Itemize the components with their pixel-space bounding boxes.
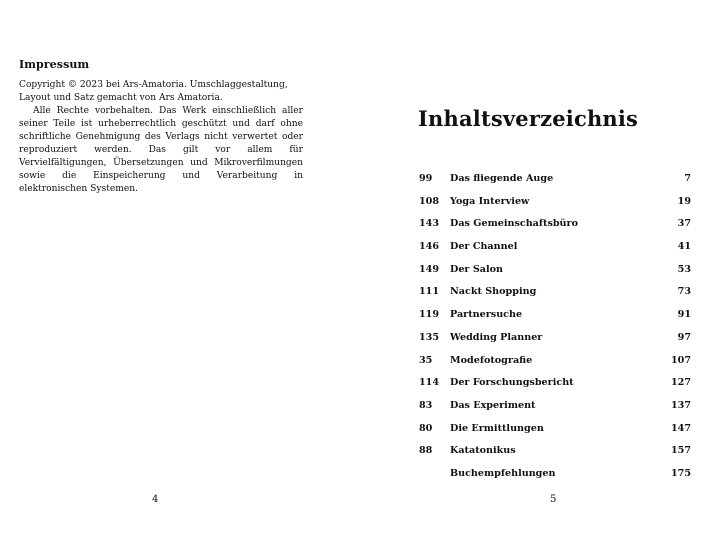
toc-entry-title: Buchempfehlungen [450, 467, 556, 479]
toc-entry-page: 147 [670, 422, 691, 434]
toc-entry-number: 80 [419, 422, 433, 434]
toc-entry[interactable] [419, 240, 691, 263]
toc-entry[interactable] [419, 308, 691, 331]
toc-entry-page: 19 [677, 195, 691, 207]
toc-entry-page: 157 [670, 445, 691, 457]
toc-entry-title: Das Gemeinschaftsbüro [450, 218, 578, 230]
page-number-left: 4 [152, 494, 159, 505]
toc-entry-number: 88 [419, 445, 433, 457]
copyright-line: Copyright © 2023 bei Ars-Amatoria. Umschlaggestaltung, Layout und Satz gemacht von Ars Amatoria. [19, 80, 288, 103]
toc-entry-title: Yoga Interview [450, 195, 530, 207]
toc-entry-page: 37 [677, 218, 691, 230]
toc-entry-page: 107 [670, 354, 691, 366]
right-page [360, 0, 720, 540]
toc-entry-number: 119 [419, 309, 440, 321]
toc-entry-number: 149 [419, 263, 440, 275]
toc-entry-page: 175 [670, 467, 691, 479]
toc-entry[interactable] [419, 467, 691, 490]
toc-entry-number: 83 [419, 399, 433, 411]
toc-entry-page: 41 [677, 241, 691, 253]
toc-entry[interactable] [419, 444, 691, 467]
toc-entry[interactable] [419, 285, 691, 308]
toc-heading: Inhaltsverzeichnis [418, 106, 639, 131]
impressum-text [19, 79, 303, 196]
toc-entry-page: 53 [677, 263, 691, 275]
table-of-contents [419, 172, 691, 490]
toc-entry-title: Katatonikus [450, 445, 516, 457]
impressum-heading: Impressum [19, 58, 90, 71]
toc-entry[interactable] [419, 399, 691, 422]
toc-entry[interactable] [419, 195, 691, 218]
toc-entry[interactable] [419, 217, 691, 240]
toc-entry-title: Das fliegende Auge [450, 173, 554, 184]
toc-entry[interactable] [419, 376, 691, 399]
toc-entry-number: 114 [419, 377, 440, 389]
toc-entry-page: 137 [670, 399, 691, 411]
toc-entry-title: Der Salon [450, 263, 503, 275]
toc-entry-number: 135 [419, 331, 440, 343]
toc-entry-title: Wedding Planner [450, 331, 543, 343]
toc-entry-number: 146 [419, 241, 440, 253]
page-number-right: 5 [550, 494, 557, 505]
toc-entry-title: Nackt Shopping [450, 286, 537, 298]
toc-entry[interactable] [419, 172, 691, 195]
toc-entry-page: 7 [684, 173, 691, 184]
toc-entry-page: 91 [677, 309, 691, 321]
toc-entry-title: Das Experiment [450, 399, 536, 411]
toc-entry-page: 127 [670, 377, 691, 389]
toc-entry-title: Partnersuche [450, 309, 523, 321]
toc-entry-title: Die Ermittlungen [450, 422, 544, 434]
toc-entry-number: 143 [419, 218, 440, 230]
toc-entry[interactable] [419, 331, 691, 354]
toc-entry-number: 99 [419, 173, 433, 184]
toc-entry[interactable] [419, 354, 691, 377]
toc-entry-title: Modefotografie [450, 354, 533, 366]
toc-entry-number: 35 [419, 354, 433, 366]
toc-entry-number: 111 [419, 286, 440, 298]
toc-entry-number: 108 [419, 195, 440, 207]
toc-entry-page: 73 [677, 286, 691, 298]
toc-entry-page: 97 [677, 331, 691, 343]
toc-entry[interactable] [419, 263, 691, 286]
toc-entry-title: Der Forschungsbericht [450, 377, 574, 389]
toc-entry-title: Der Channel [450, 241, 518, 253]
toc-entry[interactable] [419, 422, 691, 445]
rights-paragraph: Alle Rechte vorbehalten. Das Werk einschließlich aller seiner Teile ist urheberrechtlich geschützt und darf ohne schriftliche Genehmigung des Verlags nicht verwertet oder reproduziert werden. Das gilt vor allem für Vervielfältigungen, Übersetzungen und Mikroverfilmungen sowie die Einspeicherung und Verarbeitung in elektronischen Systemen. [19, 106, 303, 194]
